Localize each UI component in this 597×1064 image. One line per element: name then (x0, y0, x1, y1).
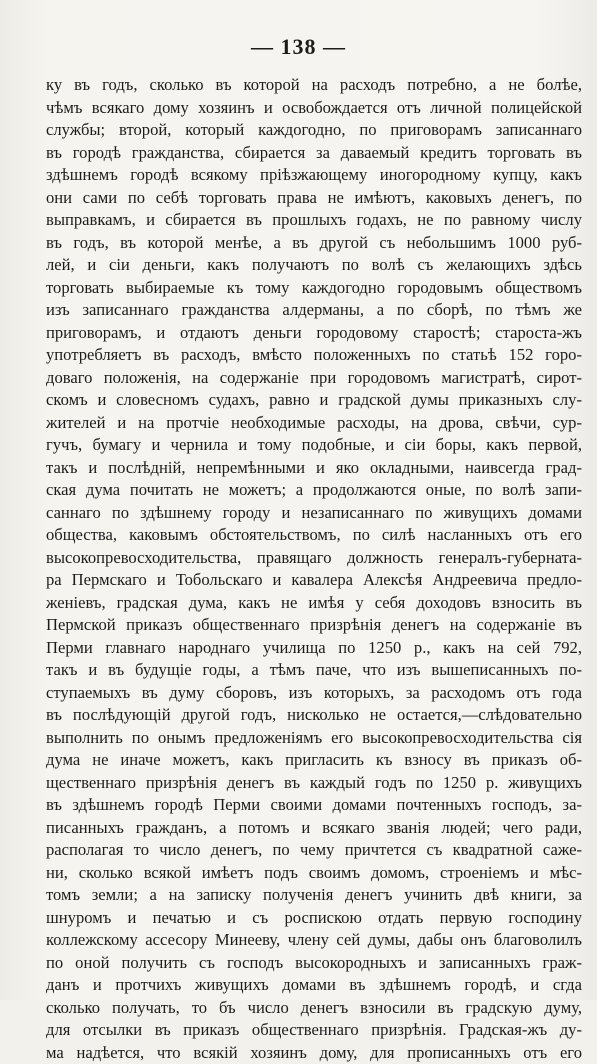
text-line: общества, каковымъ обстоятельствомъ, по силѣ насланныхъ отъ его (46, 524, 582, 547)
text-line: въ годъ, въ которой менѣе, а въ другой съ небольшимъ 1000 руб- (46, 232, 582, 255)
text-line: Перми главнаго народнаго училища по 1250 р., какъ на сей 792, (46, 637, 582, 660)
text-line: выполнить по онымъ предложеніямъ его высокопревосходительства сія (46, 727, 582, 750)
text-line: коллежскому ассесору Минееву, члену сей думы, дабы онъ благоволилъ (46, 929, 582, 952)
text-line: ку въ годъ, сколько въ которой на расходъ потребно, а не болѣе, (46, 74, 582, 97)
text-line: въ здѣшнемъ городѣ Перми своими домами почтенныхъ господъ, за- (46, 794, 582, 817)
text-line: ступаемыхъ въ думу сборовъ, изъ которыхъ, за расходомъ отъ года (46, 682, 582, 705)
text-line: ма надѣется, что всякій хозяинъ дому, для прописанныхъ отъ его (46, 1042, 582, 1064)
text-line: въ городѣ гражданства, сбирается за даваемый кредитъ торговать въ (46, 142, 582, 165)
text-line: располагая то число денегъ, по чему причтется съ квадратной саже- (46, 839, 582, 862)
text-line: доваго положенія, на содержаніе при городовомъ магистратѣ, сирот- (46, 367, 582, 390)
text-line: въ послѣдующій другой годъ, нисколько не остается,—слѣдовательно (46, 704, 582, 727)
text-line: данъ и протчихъ живущихъ домами въ здѣшнемъ городѣ, и сгда (46, 974, 582, 997)
text-line: здѣшнемъ городѣ всякому пріѣзжающему иногородному купцу, какъ (46, 164, 582, 187)
text-line: изъ записаннаго гражданства алдерманы, а по сборѣ, по тѣмъ же (46, 299, 582, 322)
text-line: сколько получать, то бъ число денегъ взносили въ градскую думу, (46, 997, 582, 1020)
text-line: ская дума почитать не можетъ; а продолжаются оные, по волѣ запи- (46, 479, 582, 502)
text-line: высокопревосходительства, правящаго должность генералъ-губерната- (46, 547, 582, 570)
text-line: женіевъ, градская дума, какъ не имѣя у себя доходовъ взносить въ (46, 592, 582, 615)
text-line: Пермской приказъ общественнаго призрѣнія денегъ на содержаніе въ (46, 614, 582, 637)
text-line: такъ и послѣдній, непремѣнными и яко окладными, наивсегда град- (46, 457, 582, 480)
text-line: томъ земли; а на записку полученія денегъ учинить двѣ книги, за (46, 884, 582, 907)
text-line: чѣмъ всякаго дому хозяинъ и освобождается отъ личной полицейской (46, 97, 582, 120)
text-line: торговать выбираемые къ тому каждогодно городовымъ обществомъ (46, 277, 582, 300)
text-line: жителей и на протчіе необходимые расходы, на дрова, свѣчи, сур- (46, 412, 582, 435)
text-line: по оной получить съ господъ высокородныхъ и записанныхъ граж- (46, 952, 582, 975)
text-line: ра Пермскаго и Тобольскаго и кавалера Алексѣя Андреевича предло- (46, 569, 582, 592)
text-line: шнуромъ и печатью и съ роспискою отдать первую господину (46, 907, 582, 930)
text-line: саннаго по здѣшнему городу и незаписаннаго по живущихъ домами (46, 502, 582, 525)
text-line: службы; второй, который каждогодно, по приговорамъ записаннаго (46, 119, 582, 142)
text-line: дума не иначе можетъ, какъ пригласить къ взносу въ приказъ об- (46, 749, 582, 772)
page-number: — 138 — (0, 34, 597, 60)
text-line: лей, и сіи деньги, какъ получаютъ по волѣ съ желающихъ здѣсь (46, 254, 582, 277)
text-line: щественнаго призрѣнія денегъ въ каждый годъ по 1250 р. живущихъ (46, 772, 582, 795)
text-line: ни, сколько всякой имѣетъ подъ своимъ домомъ, строеніемъ и мѣс- (46, 862, 582, 885)
text-line: употребляетъ въ расходъ, вмѣсто положенныхъ по статьѣ 152 горо- (46, 344, 582, 367)
text-line: приговорамъ, и отдаютъ деньги городовому старостѣ; староста-жъ (46, 322, 582, 345)
text-line: скомъ и словесномъ судахъ, равно и градской думы приказныхъ слу- (46, 389, 582, 412)
text-line: такъ и въ будущіе годы, а тѣмъ паче, что изъ вышеписанныхъ по- (46, 659, 582, 682)
body-text (46, 74, 582, 1064)
text-line: для отсылки въ приказъ общественнаго призрѣнія. Градская-жъ ду- (46, 1019, 582, 1042)
text-line: гучъ, бумагу и чернила и тому подобные, и сіи боры, какъ первой, (46, 434, 582, 457)
text-line: они сами по себѣ торговать права не имѣютъ, каковыхъ денегъ, по (46, 187, 582, 210)
text-line: писанныхъ гражданъ, а потомъ и всякаго званія людей; чего ради, (46, 817, 582, 840)
text-line: выправкамъ, и сбирается въ прошлыхъ годахъ, не по равному числу (46, 209, 582, 232)
